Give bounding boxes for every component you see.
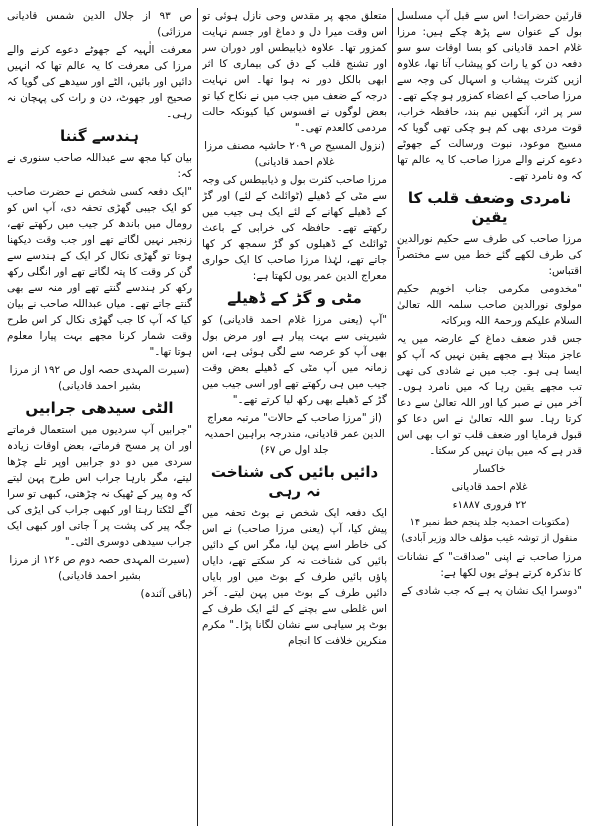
section-heading: ہندسے گننا (60, 127, 139, 145)
column-left (7, 8, 192, 826)
letter-body: جس قدر ضعف دماغ کے عارضہ میں یہ عاجز مبتلا ہے مجھے یقین نہیں کہ آپ کو ایسا ہی ہو۔ جب میں نے شادی کی تھی تب مجھے یقین رہا کہ میں نامرد ہوں۔ آخر میں نے صبر کیا اور اللہ تعالیٰ سے دعا کرتا رہا۔ سو اللہ تعالیٰ نے اس دعا کو قبول فرمایا اور ضعف قلب تو اب بھی اس قدر ہے کہ میں بیان نہیں کر سکتا۔ (397, 333, 582, 457)
reference-citation: (سیرت المہدی حصہ اول ص ۱۹۲ از مرزا بشیر احمد قادیانی) (9, 364, 190, 392)
quote-paragraph: "جرابیں آپ سردیوں میں استعمال فرماتے اور ان پر مسح فرماتے، بعض اوقات زیادہ سردی میں دو دو جرابیں اوپر تلے چڑھا لیتے، مگر بارہا جراب اس طرح پہن لیتے کہ وہ پیر کے ٹھیک نہ چڑھتی، کبھی تو سرا آگے لٹکتا رہتا اور کبھی جراب کی ایڑی کی جگہ پیر کی پشت پر آ جاتی اور کبھی ایک جراب سیدھی دوسری الٹی۔" (7, 424, 192, 548)
paragraph: مرزا صاحب کی طرف سے حکیم نورالدین کی طرف لکھے گئے خط میں سے مختصراً اقتباس: (397, 233, 582, 277)
column-right (397, 8, 582, 826)
continued-note: (باقی آئندہ) (140, 588, 192, 600)
reference-citation: (از "مرزا صاحب کے حالات" مرتبہ معراج الدین عمر قادیانی، مندرجہ براہین احمدیہ جلد اول ص ۶۷) (204, 412, 385, 456)
quote-paragraph: "دوسرا ایک نشان یہ ہے کہ جب شادی کے (401, 585, 582, 597)
paragraph: مرزا صاحب کثرت بول و ذیابیطس کی وجہ سے مٹی کے ڈھیلے (ٹوائلٹ کے لئے) اور گڑ کے ڈھیلے کھانے کے لئے ایک ہی جیب میں رکھتے تھے۔ حافظہ کی خرابی کے باعث ٹوائلٹ کے ڈھیلوں کو گڑ سمجھ کر کھا جاتے تھے، لہٰذا مرزا صاحب کا ایک حواری معراج الدین عمر یوں لکھتا ہے: (202, 174, 387, 282)
reference-citation: ص ۹۳ از جلال الدین شمس قادیانی مرزائی) (7, 10, 192, 38)
paragraph: بیان کیا مجھ سے عبداللہ صاحب سنوری نے کہ: (7, 152, 192, 180)
column-middle (202, 8, 387, 826)
signature-name: غلام احمد قادیانی (451, 481, 528, 493)
section-heading: دائیں بائیں کی شناخت نہ رہی (210, 463, 379, 500)
section-heading: الٹی سیدھی جرابیں (25, 399, 174, 417)
quote-paragraph: "آپ (یعنی مرزا غلام احمد قادیانی) کو شیرینی سے بہت پیار ہے اور مرض بول بھی آپ کو عرصہ سے لگی ہوئی ہے، اس زمانہ میں آپ مٹی کے ڈھیلے بعض وقت جیب میں ہی رکھتے تھے اور اسی جیب میں گڑ کے ڈھیلے بھی رکھ لیا کرتے تھے۔" (202, 314, 387, 406)
intro-paragraph: قارئین حضرات! اس سے قبل آپ مسلسل بول کے عنوان سے پڑھ چکے ہیں: مرزا غلام احمد قادیانی کو بسا اوقات سو سو دفعہ دن کو یا رات کو پیشاب آتا تھا، علاوہ ازیں کثرت پیشاب و اسہال کی وجہ سے مرزا صاحب کے اعضاء کمزور ہو چکے تھے۔ سر پر اثر، آنکھیں نیم بند، حافظہ خراب، قوت مردی بھی کم ہو چکی تھی گویا کہ مسیح موعود، نبوت ورسالت کے جھوٹے دعوے کرنے والے مرزا صاحب کا یہ عالم تھا کہ وہ نامرد تھے۔ (397, 10, 582, 182)
letter-salutation: "مخدومی مکرمی جناب اخویم حکیم مولوی نورالدین صاحب سلمہ اللہ تعالیٰ السلام علیکم ورحمۃ اللہ وبرکاتہ (397, 283, 582, 327)
signature-line: خاکسار (473, 463, 506, 475)
signature-date: ۲۲ فروری ۱۸۸۷ء (452, 499, 527, 511)
column-divider (197, 8, 198, 826)
section-heading: نامردی وضعف قلب کا یقین (407, 189, 572, 226)
paragraph: ایک دفعہ ایک شخص نے بوٹ تحفہ میں پیش کیا، آپ (یعنی مرزا صاحب) نے اس کی خاطر اسے پہن لیا، مگر اس کے دائیں بائیں کی شناخت نہ کر سکتے تھے، دایاں پاؤں بائیں طرف کے بوٹ میں اور بایاں دائیں طرف کے بوٹ میں پہن لیتے۔ آخر اس غلطی سے بچنے کے لئے ایک طرف کے بوٹ پر سیاہی سے نشان لگانا پڑا۔" مکرم منکرین خلافت کا انجام (202, 507, 387, 647)
reference-citation: (نزول المسیح ص ۲۰۹ حاشیہ مصنف مرزا غلام احمد قادیانی) (204, 140, 385, 168)
quote-paragraph: "ایک دفعہ کسی شخص نے حضرت صاحب کو ایک جیبی گھڑی تحفہ دی، آپ اس کو رومال میں باندھ کر جیب میں رکھتے تھے، زنجیر نہیں لگاتے تھے اور جب وقت دیکھنا ہوتا تو گھڑی نکال کر ایک کے ہندسے سے گن کر وقت کا پتہ لگاتے تھے اور انگلی رکھ رکھ کر ہندسے گنتے تھے اور منہ سے بھی گنتے جاتے تھے۔ میاں عبداللہ صاحب نے بیان کیا کہ آپ کا جب گھڑی نکال کر اس طرح وقت شمار کرنا مجھے بہت پیارا معلوم ہوتا تھا۔" (7, 186, 192, 358)
paragraph: معرفت الٰہیہ کے جھوٹے دعوے کرنے والے مرزا کی معرفت کا یہ عالم تھا کہ انہیں دائیں اور بائیں، الٹے اور سیدھے کی گویا کہ صحیح اور جھوٹ، دن و رات کی پہچان نہ رہی۔ (7, 44, 192, 120)
paragraph: مرزا صاحب نے اپنی "صداقت" کے نشانات کا تذکرہ کرتے ہوئے یوں لکھا ہے: (397, 551, 582, 579)
reference-citation: (مکتوبات احمدیہ جلد پنجم خط نمبر ۱۴ منقول از توشہ غیب مؤلف خالد وزیر آبادی) (401, 517, 578, 544)
quote-paragraph: متعلق مجھ پر مقدس وحی نازل ہوئی تو اس وقت میرا دل و دماغ اور جسم نہایت کمزور تھا۔ علاوہ ذیابیطس اور دوران سر اور تشنج قلب کے دق کی بیماری کا اثر ابھی بالکل دور نہ ہوا تھا۔ اس نہایت درجہ کے ضعف میں جب میں نے نکاح کیا تو بعض لوگوں نے افسوس کیا کیونکہ حالت مردمی کالعدم تھی۔" (202, 10, 387, 134)
reference-citation: (سیرت المہدی حصہ دوم ص ۱۲۶ از مرزا بشیر احمد قادیانی) (9, 554, 190, 582)
section-heading: مٹی و گڑ کے ڈھیلے (227, 289, 362, 307)
column-divider (392, 8, 393, 826)
